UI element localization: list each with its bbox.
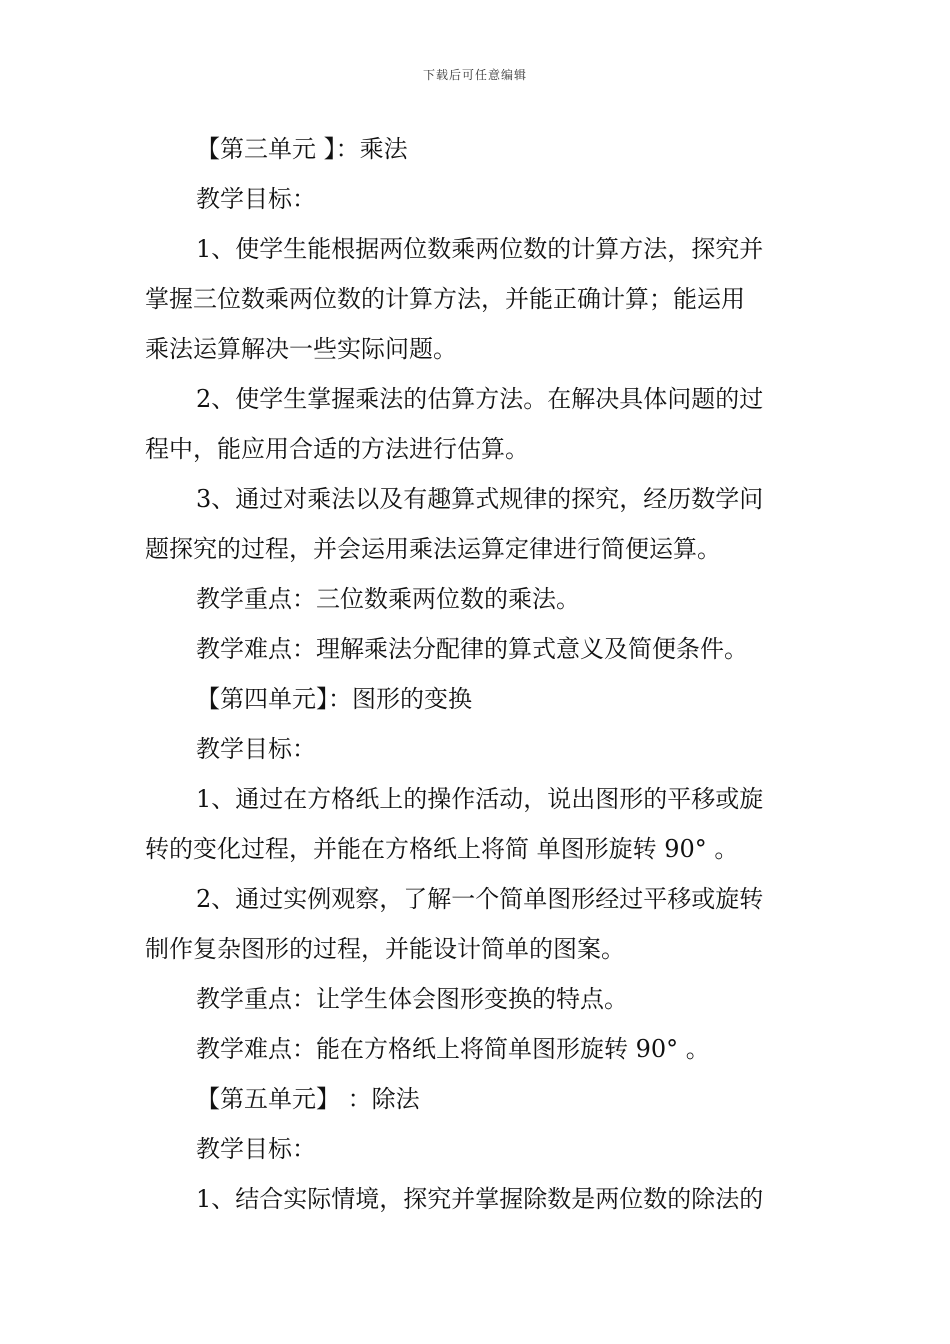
- paragraph-line: 1、使学生能根据两位数乘两位数的计算方法，探究并: [196, 235, 764, 263]
- paragraph-line: 1、结合实际情境，探究并掌握除数是两位数的除法的: [196, 1185, 764, 1213]
- unit-4-heading: 【第四单元】：图形的变换: [196, 685, 472, 713]
- paragraph-line: 2、使学生掌握乘法的估算方法。在解决具体问题的过: [196, 385, 764, 413]
- paragraph-line: 乘法运算解决一些实际问题。: [145, 335, 457, 363]
- paragraph-line: 1、通过在方格纸上的操作活动，说出图形的平移或旋: [196, 785, 764, 813]
- paragraph-line: 题探究的过程，并会运用乘法运算定律进行简便运算。: [145, 535, 721, 563]
- teaching-objectives-label: 教学目标：: [196, 185, 316, 213]
- paragraph-line: 程中，能应用合适的方法进行估算。: [145, 435, 529, 463]
- paragraph-line: 转的变化过程，并能在方格纸上将简 单图形旋转 90° 。: [145, 835, 739, 863]
- teaching-key-point: 教学重点：让学生体会图形变换的特点。: [196, 985, 628, 1013]
- unit-3-heading: 【第三单元 】：乘法: [196, 135, 408, 163]
- paragraph-line: 掌握三位数乘两位数的计算方法，并能正确计算；能运用: [145, 285, 745, 313]
- paragraph-line: 3、通过对乘法以及有趣算式规律的探究，经历数学问: [196, 485, 764, 513]
- unit-5-heading: 【第五单元】 ：除法: [196, 1085, 420, 1113]
- teaching-difficulty: 教学难点：能在方格纸上将简单图形旋转 90° 。: [196, 1035, 710, 1063]
- paragraph-line: 2、通过实例观察，了解一个简单图形经过平移或旋转: [196, 885, 764, 913]
- document-body: [145, 124, 810, 1224]
- teaching-objectives-label: 教学目标：: [196, 1135, 316, 1163]
- page-header: 下载后可任意编辑: [422, 68, 527, 82]
- teaching-key-point: 教学重点：三位数乘两位数的乘法。: [196, 585, 580, 613]
- teaching-objectives-label: 教学目标：: [196, 735, 316, 763]
- paragraph-line: 制作复杂图形的过程，并能设计简单的图案。: [145, 935, 625, 963]
- teaching-difficulty: 教学难点：理解乘法分配律的算式意义及简便条件。: [196, 635, 748, 663]
